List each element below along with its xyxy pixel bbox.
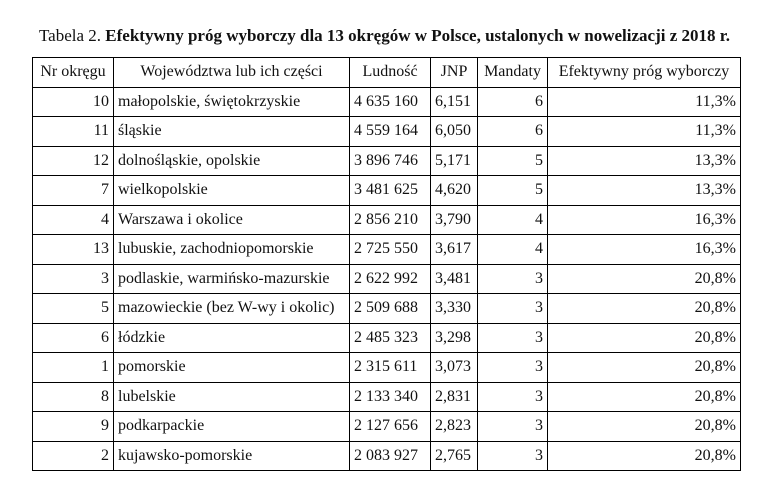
cell-wojewodztwa: łódzkie [114,323,350,353]
cell-ludnosc: 2 725 550 [350,235,431,265]
cell-nr: 5 [33,294,114,324]
cell-jnp: 6,151 [431,87,478,117]
cell-ludnosc: 2 856 210 [350,205,431,235]
cell-mandaty: 6 [478,117,548,147]
cell-wojewodztwa: mazowieckie (bez W-wy i okolic) [114,294,350,324]
cell-mandaty: 3 [478,441,548,471]
cell-mandaty: 3 [478,294,548,324]
cell-mandaty: 4 [478,235,548,265]
cell-nr: 2 [33,441,114,471]
cell-jnp: 4,620 [431,176,478,206]
table-body [33,87,741,471]
cell-prog: 13,3% [548,146,741,176]
cell-nr: 8 [33,382,114,412]
threshold-table [32,57,741,471]
cell-nr: 11 [33,117,114,147]
header-nr: Nr okręgu [33,58,114,88]
cell-nr: 7 [33,176,114,206]
cell-prog: 20,8% [548,294,741,324]
cell-nr: 6 [33,323,114,353]
cell-nr: 9 [33,412,114,442]
cell-ludnosc: 2 622 992 [350,264,431,294]
table-row [33,353,741,383]
cell-mandaty: 3 [478,412,548,442]
header-wojewodztwa: Województwa lub ich części [114,58,350,88]
cell-nr: 10 [33,87,114,117]
cell-mandaty: 3 [478,323,548,353]
cell-wojewodztwa: małopolskie, świętokrzyskie [114,87,350,117]
cell-prog: 13,3% [548,176,741,206]
cell-wojewodztwa: lubelskie [114,382,350,412]
cell-jnp: 3,481 [431,264,478,294]
cell-wojewodztwa: podkarpackie [114,412,350,442]
cell-prog: 16,3% [548,235,741,265]
cell-jnp: 3,330 [431,294,478,324]
cell-mandaty: 3 [478,382,548,412]
cell-mandaty: 4 [478,205,548,235]
table-row [33,87,741,117]
table-row [33,323,741,353]
cell-nr: 12 [33,146,114,176]
cell-ludnosc: 3 896 746 [350,146,431,176]
cell-wojewodztwa: śląskie [114,117,350,147]
cell-ludnosc: 2 509 688 [350,294,431,324]
cell-wojewodztwa: podlaskie, warmińsko-mazurskie [114,264,350,294]
cell-jnp: 6,050 [431,117,478,147]
cell-ludnosc: 2 485 323 [350,323,431,353]
cell-prog: 20,8% [548,353,741,383]
cell-ludnosc: 2 083 927 [350,441,431,471]
cell-nr: 4 [33,205,114,235]
cell-mandaty: 5 [478,176,548,206]
table-caption [0,26,769,46]
cell-prog: 20,8% [548,412,741,442]
cell-prog: 20,8% [548,382,741,412]
cell-mandaty: 3 [478,264,548,294]
cell-wojewodztwa: lubuskie, zachodniopomorskie [114,235,350,265]
cell-wojewodztwa: wielkopolskie [114,176,350,206]
header-jnp: JNP [431,58,478,88]
cell-prog: 11,3% [548,87,741,117]
cell-mandaty: 3 [478,353,548,383]
table-row [33,294,741,324]
table-row [33,176,741,206]
table-row [33,441,741,471]
cell-mandaty: 6 [478,87,548,117]
cell-mandaty: 5 [478,146,548,176]
table-row [33,382,741,412]
cell-jnp: 3,298 [431,323,478,353]
header-ludnosc: Ludność [350,58,431,88]
cell-ludnosc: 2 133 340 [350,382,431,412]
cell-jnp: 3,617 [431,235,478,265]
cell-wojewodztwa: kujawsko-pomorskie [114,441,350,471]
table-row [33,146,741,176]
table-row [33,205,741,235]
caption-prefix: Tabela 2. [38,26,106,45]
cell-jnp: 3,073 [431,353,478,383]
cell-prog: 20,8% [548,264,741,294]
cell-wojewodztwa: pomorskie [114,353,350,383]
cell-prog: 20,8% [548,441,741,471]
header-mandaty: Mandaty [478,58,548,88]
table-row [33,412,741,442]
cell-ludnosc: 2 315 611 [350,353,431,383]
cell-nr: 1 [33,353,114,383]
cell-ludnosc: 4 635 160 [350,87,431,117]
cell-ludnosc: 3 481 625 [350,176,431,206]
cell-prog: 20,8% [548,323,741,353]
cell-jnp: 3,790 [431,205,478,235]
table-row [33,264,741,294]
cell-jnp: 2,823 [431,412,478,442]
table-header-row [33,58,741,88]
table-row [33,117,741,147]
cell-wojewodztwa: Warszawa i okolice [114,205,350,235]
cell-nr: 13 [33,235,114,265]
cell-nr: 3 [33,264,114,294]
cell-wojewodztwa: dolnośląskie, opolskie [114,146,350,176]
cell-jnp: 5,171 [431,146,478,176]
table-row [33,235,741,265]
cell-ludnosc: 2 127 656 [350,412,431,442]
header-prog: Efektywny próg wyborczy [548,58,741,88]
cell-prog: 16,3% [548,205,741,235]
caption-title: Efektywny próg wyborczy dla 13 okręgów w Polsce, ustalonych w nowelizacji z 2018 r. [105,26,731,45]
cell-jnp: 2,765 [431,441,478,471]
cell-ludnosc: 4 559 164 [350,117,431,147]
cell-prog: 11,3% [548,117,741,147]
cell-jnp: 2,831 [431,382,478,412]
